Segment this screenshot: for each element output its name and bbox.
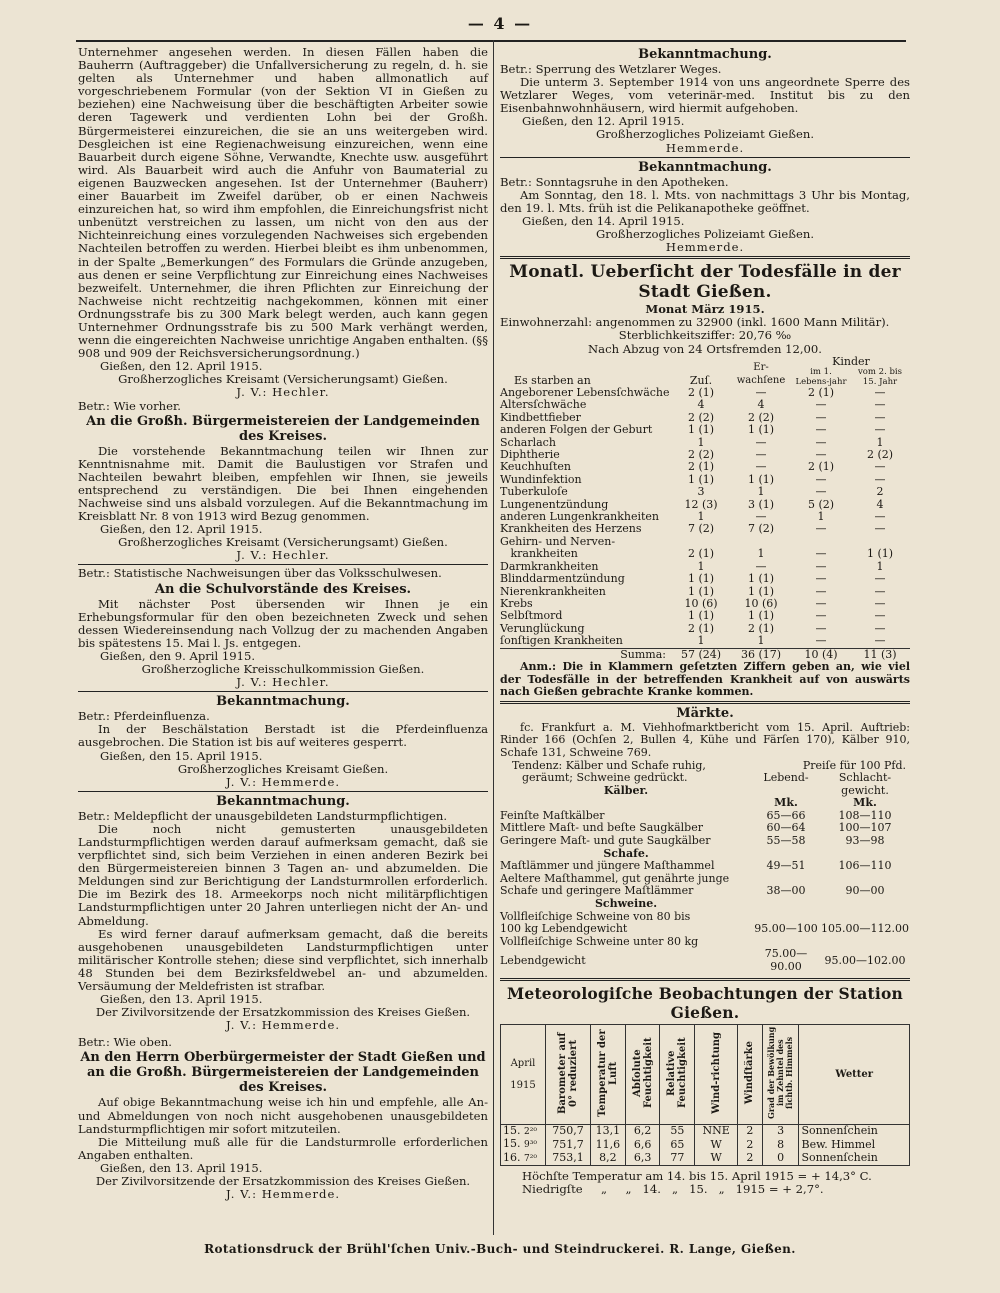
day: 15. <box>503 1123 521 1137</box>
sum-adults: 36 (17) <box>740 647 782 661</box>
notice-signature: J. V.: Hechler. <box>236 548 330 563</box>
mortality-rate: Sterblichkeitsziffer: 20,76 ‰ <box>618 328 792 343</box>
market-live-price: 75.00—90.00 <box>764 947 808 973</box>
sum-total: 57 (24) <box>680 647 722 661</box>
barometer-cell: 750,7 <box>545 1124 590 1138</box>
second-to-fifteenth-year-cell: — <box>874 472 886 486</box>
header-children: Kinder <box>832 354 870 368</box>
second-to-fifteenth-year-cell: 2 <box>876 485 884 499</box>
cause-cell: Selbſtmord <box>500 609 563 623</box>
adults-cell: — <box>755 435 767 449</box>
header-first-year: im 1. Lebens-jahr <box>795 367 847 387</box>
markets-currency-slaughter: Mk. <box>853 796 877 810</box>
table-row <box>500 610 910 622</box>
cause-cell: Nierenkrankheiten <box>500 584 606 598</box>
mortality-rate-adjusted: Nach Abzug von 24 Ortsfremden 12,00. <box>588 341 822 356</box>
markets-section-sheep: Schafe. <box>603 846 649 860</box>
notice-signature: J. V.: Hechler. <box>236 385 330 400</box>
abs-humidity-cell: 6,3 <box>625 1152 660 1166</box>
markets-tendency: Tendenz: Kälber und Schafe ruhig, <box>512 758 706 772</box>
table-row <box>500 936 910 949</box>
hour: 7²⁰ <box>524 1153 537 1164</box>
second-to-fifteenth-year-cell: — <box>874 584 886 598</box>
table-row <box>500 948 910 973</box>
notice-betr: Betr.: Wie oben. <box>78 1035 172 1050</box>
market-live-price: 65—66 <box>766 808 806 822</box>
header-abs-humidity-label: Abſolute Feuchtigkeit <box>631 1037 654 1108</box>
header-wind-strength-label: Windſtärke <box>744 1041 756 1105</box>
adults-cell: 4 <box>757 398 765 412</box>
market-slaughter-price <box>820 936 910 949</box>
section-rule <box>500 256 910 259</box>
notice-text: In der Beschälstation Berstadt ist die Pferdeinfluenza ausgebrochen. Die Station ist bis auf weiteres gesperrt. <box>78 722 488 750</box>
header-wind-strength <box>738 1024 763 1124</box>
markets-calves-rows <box>500 810 910 848</box>
cause-cell: Keuchhuſten <box>500 460 572 474</box>
notice-place-date: Gießen, den 15. April 1915. <box>100 748 263 763</box>
cause-cell: Angeborener Lebensſchwäche <box>500 386 670 399</box>
day: 15. <box>503 1137 521 1151</box>
total-cell: 1 (1) <box>687 472 715 486</box>
top-rule <box>76 40 906 42</box>
temperature-cell: 11,6 <box>590 1138 625 1152</box>
second-to-fifteenth-year-cell: — <box>874 522 886 536</box>
market-item-name: Aeltere Maſthammel, gut genährte junge <box>500 871 730 885</box>
first-year-cell: — <box>815 398 827 412</box>
first-year-cell: — <box>815 435 827 449</box>
header-temperature-label: Temperatur der Luft <box>596 1028 619 1117</box>
notice-text: Die Mitteilung muß alle für die Landsturmrolle erforderlichen Angaben enthalten. <box>78 1134 488 1162</box>
market-slaughter-price: 100—107 <box>838 821 892 835</box>
market-item-name: Maſtlämmer und jüngere Maſthammel <box>500 859 715 873</box>
second-to-fifteenth-year-cell: — <box>874 572 886 586</box>
markets-currency-live: Mk. <box>774 796 798 810</box>
notice-place-date: Gießen, den 12. April 1915. <box>100 522 263 537</box>
notice-text: Die noch nicht gemusterten unausgebildeten Landsturmpflichtigen werden darauf aufmerksam gemacht, daß sie verpflichtet sind, sich beim Verziehen in einen anderen Bezirk bei den Bürgermeistereien binnen 3 Tagen an- und abzumelden. Die Meldungen sind zur Berichtigung der Landsturmrollen erforderlich. Die im Bezirk des 18. Armeekorps noch nicht militärpflichtigen Landsturmpflichtigen unter 20 Jahren unterliegen nicht der An- und Abmeldung. <box>78 821 488 928</box>
second-to-fifteenth-year-cell: — <box>874 510 886 524</box>
first-year-cell: — <box>815 609 827 623</box>
rel-humidity-cell: 65 <box>660 1138 695 1152</box>
header-year: 1915 <box>510 1079 536 1091</box>
first-year-cell: — <box>815 572 827 586</box>
cause-cell: anderen Folgen der Geburt <box>500 423 653 437</box>
notice-office: Der Zivilvorsitzende der Ersatzkommission des Kreises Gießen. <box>95 1174 471 1189</box>
second-to-fifteenth-year-cell: — <box>874 634 886 648</box>
first-year-cell: — <box>815 472 827 486</box>
weather-title: Meteorologiſche Beobachtungen der Station Gießen. <box>507 983 903 1022</box>
second-to-fifteenth-year-cell: — <box>874 596 886 610</box>
notice-heading: Bekanntmachung. <box>638 159 772 175</box>
cause-cell: Scharlach <box>500 435 556 449</box>
markets-sheep-rows <box>500 860 910 898</box>
column-divider <box>493 40 494 1235</box>
markets-section-pigs: Schweine. <box>594 897 658 911</box>
header-abs-humidity <box>625 1024 660 1124</box>
table-row <box>500 523 910 535</box>
market-slaughter-price: 105.00—112.00 <box>821 922 909 936</box>
markets-live-label: Lebend- <box>763 771 809 785</box>
cause-cell: Gehirn- und Nerven- <box>500 534 616 548</box>
section-rule <box>500 978 910 981</box>
adults-cell: 1 (1) <box>747 609 775 623</box>
adults-cell: 3 (1) <box>747 497 775 511</box>
date-cell <box>501 1124 546 1138</box>
header-weather-label: Wetter <box>835 1068 874 1080</box>
first-year-cell: — <box>815 621 827 635</box>
abs-humidity-cell: 6,6 <box>625 1138 660 1152</box>
temperature-cell: 13,1 <box>590 1124 625 1138</box>
first-year-cell: — <box>815 423 827 437</box>
header-month: April <box>510 1057 536 1069</box>
market-item-name: Geringere Maſt- und gute Saugkälber <box>500 834 711 848</box>
cause-cell: Diphtherie <box>500 448 560 462</box>
date-cell <box>501 1138 546 1152</box>
notice-heading: Bekanntmachung. <box>638 47 772 62</box>
sum-first-year: 10 (4) <box>804 647 838 661</box>
population-line: Einwohnerzahl: angenommen zu 32900 (inkl. 1600 Mann Militär). <box>500 315 890 330</box>
notice-betr: Betr.: Wie vorher. <box>78 398 181 413</box>
notice-signature: Hemmerde. <box>665 140 745 155</box>
total-cell: 2 (2) <box>687 448 715 462</box>
header-barometer <box>545 1024 590 1124</box>
total-cell: 1 <box>697 510 705 524</box>
wind-strength-cell: 2 <box>738 1124 763 1138</box>
cause-cell: Verunglückung <box>500 621 585 635</box>
adults-cell: 2 (1) <box>747 621 775 635</box>
total-cell: 12 (3) <box>684 497 718 511</box>
cause-cell: krankheiten <box>500 547 578 561</box>
wind-strength-cell: 2 <box>738 1152 763 1166</box>
adults-cell: 1 <box>757 634 765 648</box>
market-live-price: 38—00 <box>766 884 806 898</box>
table-row <box>500 486 910 498</box>
first-year-cell: 5 (2) <box>807 497 835 511</box>
cloud-cover-cell: 3 <box>762 1124 799 1138</box>
cause-cell: ſonſtigen Krankheiten <box>500 634 623 648</box>
first-year-cell: — <box>815 410 827 424</box>
header-wind-direction-label: Wind-richtung <box>710 1031 722 1114</box>
notice-place-date: Gießen, den 14. April 1915. <box>522 213 685 228</box>
section-rule <box>500 701 910 704</box>
section-rule <box>78 691 488 692</box>
adults-cell: — <box>755 386 767 399</box>
market-item-name: 100 kg Lebendgewicht <box>500 922 628 936</box>
first-year-cell: — <box>815 485 827 499</box>
cause-cell: Tuberkuloſe <box>500 485 568 499</box>
weather-cell: Bew. Himmel <box>799 1138 910 1152</box>
date-cell <box>501 1152 546 1166</box>
market-slaughter-price: 95.00—102.00 <box>824 953 906 967</box>
notice-office: Großherzogliches Kreisamt (Versicherungsamt) Gießen. <box>118 535 448 550</box>
total-cell: 7 (2) <box>687 522 715 536</box>
table-row <box>500 424 910 436</box>
notice-unfall-text: Unternehmer angesehen werden. In diesen Fällen haben die Bauherrn (Auftraggeber) die Unfallversicherung zu regeln, d. h. sie gelten als Unternehmer und haben allmonatlich auf vorgeschriebenem Formular (von der Sektion VI in Gießen zu beziehen) eine Nachweisung über die beschäftigten Arbeiter sowie deren Tagewerk und verdienten Lohn bei der Großh. Bürgermeisterei einzureichen, die sie an uns weitergeben wird. Desgleichen ist eine Regienachweisung einzureichen, wenn eine Bauarbeit durch eigene Söhne, Verwandte, Knechte usw. ausgeführt wird. Als Bauarbeit wird auch die Anfuhr von Baumaterial zu eigenen Bauzwecken angesehen. Ist der Unternehmer (Bauherr) einer Bauarbeit im Zweifel darüber, ob er einen Nachweis einzureichen hat, so wird ihm empfohlen, die Einreichungsfrist nicht unbenützt verstreichen zu lassen, um nicht von den aus der Nichteinreichung eines vorzulegenden Nachweises sich ergebenden Nachteilen betroffen zu werden. Hierbei bleibt es ihm unbenommen, in der Spalte „Bemerkungen“ des Formulars die Gründe anzugeben, aus denen er seine Verpflichtung zur Einreichung eines Nachweises bezweifelt. Unternehmer, die ihren Pflichten zur Einreichung der Nachweise nicht rechtzeitig nachgekommen, können mit einer Ordnungsstrafe bis zu 300 Mark belegt werden, auch kann gegen Unternehmer Ordnungsstrafe bis zu 500 Mark verhängt werden, wenn die eingereichten Nachweise unrichtige Angaben enthalten. (§§ 908 und 909 der Reichsversicherungsordnung.) <box>78 45 488 361</box>
adults-cell: 7 (2) <box>747 522 775 536</box>
markets-tendency-2: geräumt; Schweine gedrückt. <box>522 771 688 785</box>
market-live-price: 60—64 <box>766 821 806 835</box>
table-row <box>500 923 910 936</box>
table-row <box>501 1124 910 1138</box>
section-rule <box>78 564 488 565</box>
total-cell: 3 <box>697 485 705 499</box>
notice-title: An den Herrn Oberbürgermeister der Stadt Gießen und an die Großh. Bürgermeistereien der Landgemeinden des Kreises. <box>80 1050 486 1096</box>
notice-heading: Bekanntmachung. <box>216 793 350 809</box>
notice-title: An die Schulvorstände des Kreises. <box>154 581 412 597</box>
death-statistics-note: Anm.: Die in Klammern geſetzten Ziffern geben an, wie viel der Todesfälle in der betreffenden Krankheit auf von auswärts nach Gießen gebrachte Kranke kommen. <box>500 659 910 699</box>
notice-betr: Betr.: Sonntagsruhe in den Apotheken. <box>500 174 729 189</box>
first-year-cell: 2 (1) <box>807 386 835 399</box>
notice-text: Am Sonntag, den 18. l. Mts. von nachmittags 3 Uhr bis Montag, den 19. l. Mts. früh ist die Pelikanapotheke geöffnet. <box>500 187 910 215</box>
table-row <box>500 461 910 473</box>
total-cell: 1 (1) <box>687 609 715 623</box>
adults-cell: — <box>755 460 767 474</box>
markets-table <box>500 760 910 974</box>
second-to-fifteenth-year-cell: 2 (2) <box>866 448 894 462</box>
market-slaughter-price: 108—110 <box>838 808 892 822</box>
temperature-cell: 8,2 <box>590 1152 625 1166</box>
wind-strength-cell: 2 <box>738 1138 763 1152</box>
total-cell: 4 <box>697 398 705 412</box>
header-date <box>501 1024 546 1124</box>
notice-text: Es wird ferner darauf aufmerksam gemacht, daß die bereits ausgehobenen unausgebildeten Landsturmpflichtigen unter militärischer Kontrolle stehen; diese sind verpflichtet, sich innerhalb 48 Stunden bei dem Bezirksfeldwebel an- und abzumelden. Versäumung der Meldefristen ist strafbar. <box>78 926 488 993</box>
first-year-cell: 2 (1) <box>807 460 835 474</box>
notice-signature: J. V.: Hechler. <box>236 675 330 690</box>
adults-cell: — <box>755 510 767 524</box>
second-to-fifteenth-year-cell: 1 (1) <box>866 547 894 561</box>
first-year-cell: — <box>815 547 827 561</box>
market-item-name: Vollfleiſchige Schweine unter 80 kg <box>500 934 699 948</box>
total-cell: 2 (1) <box>687 460 715 474</box>
death-statistics-table <box>500 356 910 661</box>
table-row <box>500 548 910 560</box>
total-cell: 2 (1) <box>687 621 715 635</box>
markets-heading: Märkte. <box>676 705 734 721</box>
notice-signature: J. V.: Hemmerde. <box>225 1018 341 1033</box>
second-to-fifteenth-year-cell: — <box>874 423 886 437</box>
cause-cell: Wundinfektion <box>500 472 582 486</box>
adults-cell: 1 (1) <box>747 584 775 598</box>
second-to-fifteenth-year-cell: — <box>874 386 886 399</box>
notice-office: Großherzogliches Polizeiamt Gießen. <box>595 127 815 142</box>
notice-betr: Betr.: Pferdeinfluenza. <box>78 709 210 724</box>
weather-cell: Sonnenſchein <box>799 1124 910 1138</box>
cloud-cover-cell: 8 <box>762 1138 799 1152</box>
second-to-fifteenth-year-cell: 1 <box>876 435 884 449</box>
notice-office: Großherzogliches Kreisamt Gießen. <box>177 761 389 776</box>
markets-intro: fc. Frankfurt a. M. Viehhofmarktbericht vom 15. April. Auftrieb: Rinder 166 (Ochſen 2, Bullen 4, Kühe und Färſen 170), Kälber 910, Schafe 131, Schweine 769. <box>500 720 910 759</box>
table-row <box>500 635 910 648</box>
adults-cell: 1 (1) <box>747 472 775 486</box>
second-to-fifteenth-year-cell: — <box>874 398 886 412</box>
cause-cell: Lungenentzündung <box>500 497 609 511</box>
total-cell: 1 (1) <box>687 584 715 598</box>
first-year-cell: — <box>815 559 827 573</box>
table-row <box>500 399 910 411</box>
market-slaughter-price: 106—110 <box>838 859 892 873</box>
weather-cell: Sonnenſchein <box>799 1152 910 1166</box>
table-row <box>501 1152 910 1166</box>
markets-weight-label: gewicht. <box>841 783 889 797</box>
rel-humidity-cell: 77 <box>660 1152 695 1166</box>
total-cell: 1 (1) <box>687 423 715 437</box>
markets-pig-rows <box>500 911 910 974</box>
cause-cell: Kindbettfieber <box>500 410 581 424</box>
cause-cell: Altersſchwäche <box>500 398 587 412</box>
right-column <box>500 46 910 1197</box>
cause-cell: Darmkrankheiten <box>500 559 599 573</box>
notice-office: Der Zivilvorsitzende der Ersatzkommission des Kreises Gießen. <box>95 1005 471 1020</box>
total-cell: 2 (1) <box>687 386 715 399</box>
first-year-cell: — <box>815 522 827 536</box>
header-total: Zuſ. <box>689 373 713 387</box>
total-cell: 1 <box>697 559 705 573</box>
cause-cell: anderen Lungenkrankheiten <box>500 510 660 524</box>
hour: 9³⁰ <box>524 1140 537 1151</box>
markets-slaughter-label: Schlacht- <box>838 771 892 785</box>
weather-rows <box>501 1124 910 1166</box>
notice-place-date: Gießen, den 12. April 1915. <box>100 359 263 374</box>
notice-betr: Betr.: Sperrung des Wetzlarer Weges. <box>500 62 722 76</box>
notice-place-date: Gießen, den 13. April 1915. <box>100 1160 263 1175</box>
market-slaughter-price: 90—00 <box>845 884 885 898</box>
header-temperature <box>590 1024 625 1124</box>
barometer-cell: 753,1 <box>545 1152 590 1166</box>
total-cell: 1 <box>697 435 705 449</box>
header-cause: Es starben an <box>514 373 591 387</box>
header-rel-humidity <box>660 1024 695 1124</box>
death-statistics-month: Monat März 1915. <box>645 302 765 317</box>
wind-direction-cell: W <box>695 1138 738 1152</box>
day: 16. <box>503 1150 521 1164</box>
table-row <box>500 573 910 585</box>
adults-cell: 1 <box>757 485 765 499</box>
notice-office: Großherzogliches Kreisamt (Versicherungsamt) Gießen. <box>118 372 448 387</box>
notice-place-date: Gießen, den 13. April 1915. <box>100 992 263 1007</box>
second-to-fifteenth-year-cell: — <box>874 609 886 623</box>
rel-humidity-cell: 55 <box>660 1124 695 1138</box>
cause-cell: Krankheiten des Herzens <box>500 522 642 536</box>
second-to-fifteenth-year-cell: 4 <box>876 497 884 511</box>
market-live-price: 49—51 <box>766 859 806 873</box>
notice-place-date: Gießen, den 12. April 1915. <box>522 114 685 129</box>
table-row <box>500 860 910 873</box>
header-second-to-fifteenth-year: vom 2. bis 15. Jahr <box>857 367 902 387</box>
header-cloud-cover-label: Grad der Bewölkung im Zehntel des ſichtb. Himmels <box>766 1026 795 1119</box>
first-year-cell: — <box>815 634 827 648</box>
adults-cell: 1 <box>757 547 765 561</box>
notice-text: Auf obige Bekanntmachung weise ich hin und empfehle, alle An- und Abmeldungen von noch nicht ausgehobenen unausgebildeten Landsturmpflichtigen mir sofort mitzuteilen. <box>78 1095 488 1136</box>
first-year-cell: — <box>815 584 827 598</box>
header-wind-direction <box>695 1024 738 1124</box>
weather-max-temperature: Höchſte Temperatur am 14. bis 15. April 1915 = + 14,3° C. <box>522 1169 872 1184</box>
notice-betr: Betr.: Statistische Nachweisungen über das Volksschulwesen. <box>78 566 442 581</box>
cause-cell: Krebs <box>500 596 533 610</box>
section-rule <box>500 157 910 158</box>
barometer-cell: 751,7 <box>545 1138 590 1152</box>
wind-direction-cell: W <box>695 1152 738 1166</box>
markets-section-calves: Kälber. <box>603 783 649 797</box>
total-cell: 10 (6) <box>684 596 718 610</box>
total-cell: 1 (1) <box>687 572 715 586</box>
first-year-cell: 1 <box>817 510 825 524</box>
header-barometer-label: Barometer auf 0° reduziert <box>556 1031 579 1114</box>
table-row <box>500 885 910 898</box>
market-live-price: 55—58 <box>766 834 806 848</box>
second-to-fifteenth-year-cell: — <box>874 460 886 474</box>
notice-office: Großherzogliche Kreisschulkommission Gießen. <box>141 662 425 677</box>
notice-text: Mit nächster Post übersenden wir Ihnen je ein Erhebungsformular für den oben bezeichneten Zweck und sehen dessen Wiedereinsendung nach Vollzug der zu machenden Angaben bis spätestens 15. Mai l. Js. entgegen. <box>78 596 488 650</box>
market-item-name: Lebendgewicht <box>500 953 586 967</box>
weather-table <box>500 1024 910 1167</box>
first-year-cell: — <box>815 596 827 610</box>
adults-cell: 2 (2) <box>747 410 775 424</box>
adults-cell: 1 (1) <box>747 423 775 437</box>
total-cell: 1 <box>697 634 705 648</box>
header-adults: Er-wachſene <box>736 362 786 386</box>
wind-direction-cell: NNE <box>695 1124 738 1138</box>
abs-humidity-cell: 6,2 <box>625 1124 660 1138</box>
second-to-fifteenth-year-cell: 1 <box>876 559 884 573</box>
cloud-cover-cell: 0 <box>762 1152 799 1166</box>
notice-text: Die vorstehende Bekanntmachung teilen wir Ihnen zur Kenntnisnahme mit. Damit die Baulustigen vor Strafen und Nachteilen bewahrt bleiben, empfehlen wir Ihnen, sie jeweils entsprechend zu verständigen. Die bei Ihnen eingehenden Nachweise sind uns alsbald vorzulegen. Auf die Bekanntmachung im Kreisblatt Nr. 8 von 1913 wird Bezug genommen. <box>78 443 488 524</box>
death-statistics-rows <box>500 387 910 648</box>
notice-signature: Hemmerde. <box>665 240 745 255</box>
markets-price-unit: Preiſe für 100 Pfd. <box>802 758 906 772</box>
header-weather <box>799 1024 910 1124</box>
total-cell: 2 (2) <box>687 410 715 424</box>
adults-cell: 1 (1) <box>747 572 775 586</box>
notice-signature: J. V.: Hemmerde. <box>225 1187 341 1202</box>
table-row <box>500 835 910 848</box>
notice-title: An die Großh. Bürgermeistereien der Landgemeinden des Kreises. <box>86 413 480 444</box>
weather-min-temperature: Niedrigſte „ „ 14. „ 15. „ 1915 = + 2,7°. <box>522 1182 824 1197</box>
section-rule <box>78 791 488 792</box>
header-cloud-cover <box>762 1024 799 1124</box>
first-year-cell: — <box>815 448 827 462</box>
left-column <box>78 46 488 1201</box>
notice-office: Großherzogliches Polizeiamt Gießen. <box>595 227 815 242</box>
total-cell: 2 (1) <box>687 547 715 561</box>
table-row <box>501 1138 910 1152</box>
hour: 2²⁰ <box>524 1126 537 1137</box>
adults-cell: 10 (6) <box>744 596 778 610</box>
market-live-price: 95.00—100 <box>754 922 818 936</box>
market-slaughter-price: 93—98 <box>845 834 885 848</box>
page-number: — 4 — <box>467 14 533 33</box>
market-item-name: Feinſte Maſtkälber <box>500 808 605 822</box>
market-item-name: Vollfleiſchige Schweine von 80 bis <box>500 909 691 923</box>
second-to-fifteenth-year-cell: — <box>874 410 886 424</box>
notice-heading: Bekanntmachung. <box>216 694 350 710</box>
death-statistics-title: Monatl. Ueberſicht der Todesfälle in der Stadt Gießen. <box>509 262 901 303</box>
sum-label: Summa: <box>620 647 666 661</box>
cause-cell: Blinddarmentzündung <box>500 572 625 586</box>
notice-betr: Betr.: Meldepflicht der unausgebildeten Landsturmpflichtigen. <box>78 808 448 823</box>
notice-text: Die unterm 3. September 1914 von uns angeordnete Sperre des Wetzlarer Weges, vom veterinär-med. Institut bis zu den Eisenbahnwohnhäusern, wird hiermit aufgehoben. <box>500 75 910 116</box>
second-to-fifteenth-year-cell: — <box>874 621 886 635</box>
header-rel-humidity-label: Relative Feuchtigkeit <box>666 1037 689 1108</box>
adults-cell: — <box>755 448 767 462</box>
printer-imprint: Rotationsdruck der Brühl'ſchen Univ.-Buch- und Steindruckerei. R. Lange, Gießen. <box>204 1242 796 1256</box>
sum-second-to-fifteenth-year: 11 (3) <box>863 647 897 661</box>
notice-place-date: Gießen, den 9. April 1915. <box>100 648 256 663</box>
adults-cell: — <box>755 559 767 573</box>
market-item-name: Schafe und geringere Maſtlämmer <box>500 884 694 898</box>
notice-signature: J. V.: Hemmerde. <box>225 774 341 789</box>
market-item-name: Mittlere Maſt- und beſte Saugkälber <box>500 821 703 835</box>
